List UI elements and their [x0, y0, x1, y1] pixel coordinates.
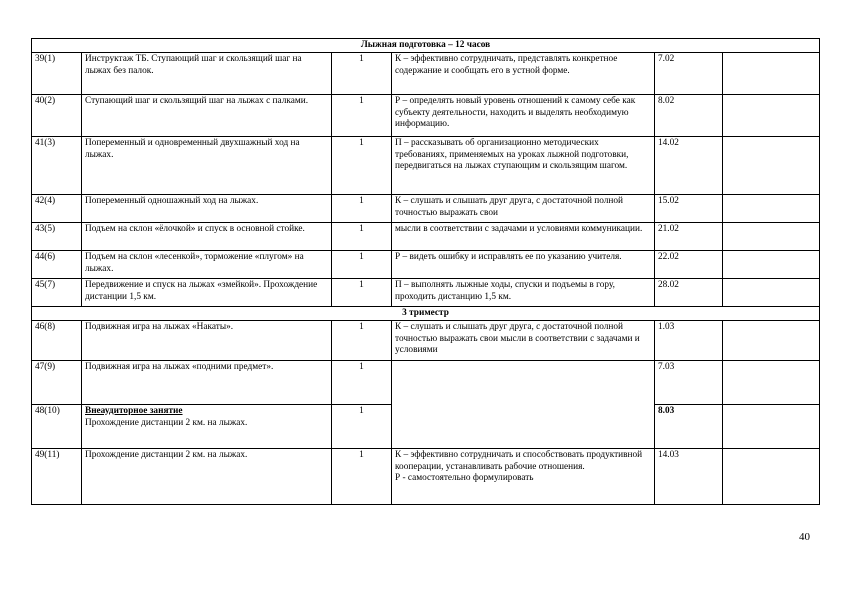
- lesson-topic: Подъем на склон «лесенкой», торможение «плугом» на лыжах.: [82, 251, 332, 279]
- lesson-number: 45(7): [32, 279, 82, 307]
- table-row: [32, 53, 820, 95]
- page-number: 40: [799, 531, 810, 543]
- section-title-ski: Лыжная подготовка – 12 часов: [32, 39, 820, 53]
- lesson-number: 47(9): [32, 361, 82, 405]
- lesson-uud: [392, 449, 655, 505]
- table-row: [32, 137, 820, 195]
- lesson-extra: [723, 53, 820, 95]
- lesson-plan-table: [31, 38, 820, 505]
- lesson-extra: [723, 405, 820, 449]
- lesson-uud: Р – определять новый уровень отношений к самому себе как субъекту деятельности, находить и выделять необходимую информацию.: [392, 95, 655, 137]
- lesson-hours: 1: [332, 449, 392, 505]
- lesson-number: 39(1): [32, 53, 82, 95]
- lesson-date: 14.03: [655, 449, 723, 505]
- lesson-date-value: 8.03: [658, 406, 675, 416]
- lesson-hours: 1: [332, 53, 392, 95]
- lesson-hours: 1: [332, 95, 392, 137]
- lesson-extra: [723, 321, 820, 361]
- lesson-topic: Прохождение дистанции 2 км. на лыжах.: [82, 449, 332, 505]
- lesson-hours: 1: [332, 137, 392, 195]
- lesson-topic: Подвижная игра на лыжах «подними предмет».: [82, 361, 332, 405]
- lesson-extra: [723, 95, 820, 137]
- lesson-uud-text: К – эффективно сотрудничать и способствовать продуктивной кооперации, устанавливать рабочие отношения.: [395, 450, 643, 472]
- lesson-number: 41(3): [32, 137, 82, 195]
- table-row: [32, 95, 820, 137]
- lesson-topic-heading: Внеаудиторное занятие: [85, 406, 183, 416]
- lesson-hours: 1: [332, 361, 392, 405]
- lesson-uud: П – рассказывать об организационно методических требованиях, применяемых на уроках лыжной подготовки, передвигаться на лыжах ступающим и скользящим шагом.: [392, 137, 655, 195]
- lesson-hours: 1: [332, 405, 392, 449]
- lesson-number: 43(5): [32, 223, 82, 251]
- lesson-date: [655, 405, 723, 449]
- lesson-hours: 1: [332, 195, 392, 223]
- table-row: [32, 361, 820, 405]
- lesson-extra: [723, 223, 820, 251]
- lesson-date: 7.03: [655, 361, 723, 405]
- section-title-trimester: 3 триместр: [32, 307, 820, 321]
- section-header-row: [32, 39, 820, 53]
- lesson-date: 8.02: [655, 95, 723, 137]
- lesson-number: 48(10): [32, 405, 82, 449]
- lesson-number: 46(8): [32, 321, 82, 361]
- lesson-date: 28.02: [655, 279, 723, 307]
- table-row: [32, 279, 820, 307]
- table-row: [32, 223, 820, 251]
- lesson-number: 49(11): [32, 449, 82, 505]
- lesson-date: 15.02: [655, 195, 723, 223]
- lesson-hours: 1: [332, 251, 392, 279]
- lesson-extra: [723, 361, 820, 405]
- lesson-extra: [723, 251, 820, 279]
- lesson-extra: [723, 279, 820, 307]
- table-row: [32, 195, 820, 223]
- lesson-topic: Подвижная игра на лыжах «Накаты».: [82, 321, 332, 361]
- table-row: [32, 321, 820, 361]
- lesson-topic: Попеременный и одновременный двухшажный ход на лыжах.: [82, 137, 332, 195]
- lesson-uud-text-2: Р - самостоятельно формулировать: [395, 473, 534, 483]
- lesson-date: 1.03: [655, 321, 723, 361]
- table-row: [32, 251, 820, 279]
- lesson-topic: Ступающий шаг и скользящий шаг на лыжах с палками.: [82, 95, 332, 137]
- lesson-uud: К – слушать и слышать друг друга, с достаточной полной точностью выражать свои: [392, 195, 655, 223]
- lesson-uud: Р – видеть ошибку и исправлять ее по указанию учителя.: [392, 251, 655, 279]
- lesson-uud: К – эффективно сотрудничать, представлять конкретное содержание и сообщать его в устной форме.: [392, 53, 655, 95]
- lesson-extra: [723, 449, 820, 505]
- lesson-number: 40(2): [32, 95, 82, 137]
- lesson-uud: мысли в соответствии с задачами и условиями коммуникации.: [392, 223, 655, 251]
- lesson-hours: 1: [332, 279, 392, 307]
- section-header-row: [32, 307, 820, 321]
- lesson-extra: [723, 137, 820, 195]
- lesson-topic-text: Прохождение дистанции 2 км. на лыжах.: [85, 417, 248, 428]
- lesson-extra: [723, 195, 820, 223]
- lesson-topic: Инструктаж ТБ. Ступающий шаг и скользящий шаг на лыжах без палок.: [82, 53, 332, 95]
- lesson-uud: К – слушать и слышать друг друга, с достаточной полной точностью выражать свои мысли в соответствии с задачами и условиями: [392, 321, 655, 361]
- lesson-date: 21.02: [655, 223, 723, 251]
- lesson-topic: Попеременный одношажный ход на лыжах.: [82, 195, 332, 223]
- lesson-number: 42(4): [32, 195, 82, 223]
- lesson-hours: 1: [332, 223, 392, 251]
- lesson-date: 14.02: [655, 137, 723, 195]
- lesson-date: 7.02: [655, 53, 723, 95]
- table-row: [32, 449, 820, 505]
- lesson-topic: Передвижение и спуск на лыжах «змейкой». Прохождение дистанции 1,5 км.: [82, 279, 332, 307]
- lesson-uud: [392, 361, 655, 449]
- lesson-number: 44(6): [32, 251, 82, 279]
- lesson-uud: П – выполнять лыжные ходы, спуски и подъемы в гору, проходить дистанцию 1,5 км.: [392, 279, 655, 307]
- lesson-hours: 1: [332, 321, 392, 361]
- lesson-topic: [82, 405, 332, 449]
- lesson-date: 22.02: [655, 251, 723, 279]
- lesson-topic: Подъем на склон «ёлочкой» и спуск в основной стойке.: [82, 223, 332, 251]
